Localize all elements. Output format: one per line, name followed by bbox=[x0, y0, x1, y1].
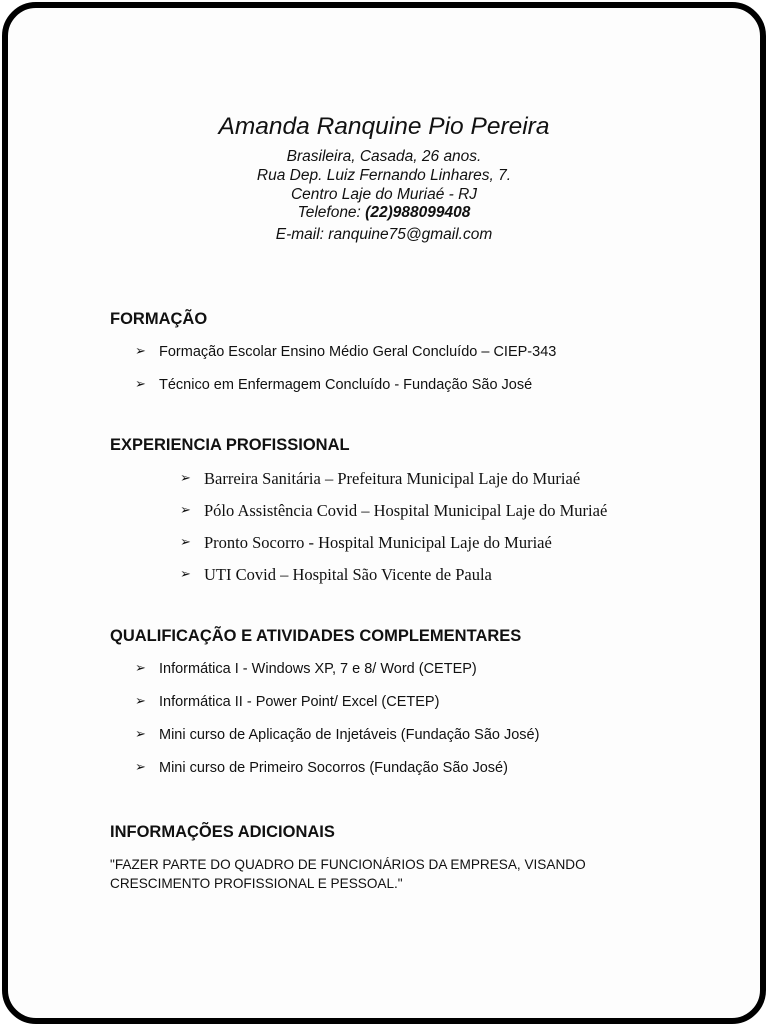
personal-info: Brasileira, Casada, 26 anos. bbox=[286, 148, 482, 165]
section-title-adicionais: INFORMAÇÕES ADICIONAIS bbox=[110, 823, 335, 841]
list-item: ➢ Mini curso de Aplicação de Injetáveis (Fundação São José) bbox=[135, 727, 540, 743]
list-item: ➢ Formação Escolar Ensino Médio Geral Concluído – CIEP-343 bbox=[135, 344, 557, 360]
list-item: ➢ Informática II - Power Point/ Excel (CETEP) bbox=[135, 694, 440, 710]
arrow-bullet-icon: ➢ bbox=[180, 535, 191, 550]
arrow-bullet-icon: ➢ bbox=[180, 567, 191, 582]
phone-number: (22)988099408 bbox=[365, 204, 471, 221]
list-item: ➢ Informática I - Windows XP, 7 e 8/ Word (CETEP) bbox=[135, 661, 477, 677]
address-city: Centro Laje do Muriaé - RJ bbox=[290, 186, 478, 203]
list-item: ➢ Barreira Sanitária – Prefeitura Municipal Laje do Muriaé bbox=[180, 469, 581, 488]
arrow-bullet-icon: ➢ bbox=[135, 377, 146, 392]
arrow-bullet-icon: ➢ bbox=[135, 760, 146, 775]
section-title-formacao: FORMAÇÃO bbox=[110, 310, 208, 328]
phone-label: Telefone: bbox=[297, 204, 366, 221]
arrow-bullet-icon: ➢ bbox=[180, 503, 191, 518]
list-item: ➢ Mini curso de Primeiro Socorros (Fundação São José) bbox=[135, 760, 508, 776]
formacao-list bbox=[135, 342, 556, 408]
arrow-bullet-icon: ➢ bbox=[180, 471, 191, 486]
section-title-qualificacao: QUALIFICAÇÃO E ATIVIDADES COMPLEMENTARES bbox=[110, 627, 522, 645]
candidate-name: Amanda Ranquine Pio Pereira bbox=[218, 113, 550, 140]
arrow-bullet-icon: ➢ bbox=[135, 694, 146, 709]
list-item: ➢ UTI Covid – Hospital São Vicente de Paula bbox=[180, 565, 492, 584]
list-item: ➢ Pronto Socorro - Hospital Municipal Laje do Muriaé bbox=[180, 533, 552, 552]
email-line: E-mail: ranquine75@gmail.com bbox=[275, 226, 493, 243]
list-item: ➢ Técnico em Enfermagem Concluído - Fundação São José bbox=[135, 377, 533, 393]
experiencia-list bbox=[180, 469, 607, 597]
arrow-bullet-icon: ➢ bbox=[135, 661, 146, 676]
section-title-experiencia: EXPERIENCIA PROFISSIONAL bbox=[110, 436, 350, 454]
arrow-bullet-icon: ➢ bbox=[135, 727, 146, 742]
address-street: Rua Dep. Luiz Fernando Linhares, 7. bbox=[256, 167, 512, 184]
phone-line bbox=[0, 203, 768, 222]
additional-info-text: "FAZER PARTE DO QUADRO DE FUNCIONÁRIOS DA EMPRESA, VISANDO CRESCIMENTO PROFISSIONAL E PESSOAL." bbox=[110, 857, 586, 891]
qualificacao-list bbox=[135, 659, 539, 791]
list-item: ➢ Pólo Assistência Covid – Hospital Municipal Laje do Muriaé bbox=[180, 501, 608, 520]
arrow-bullet-icon: ➢ bbox=[135, 344, 146, 359]
